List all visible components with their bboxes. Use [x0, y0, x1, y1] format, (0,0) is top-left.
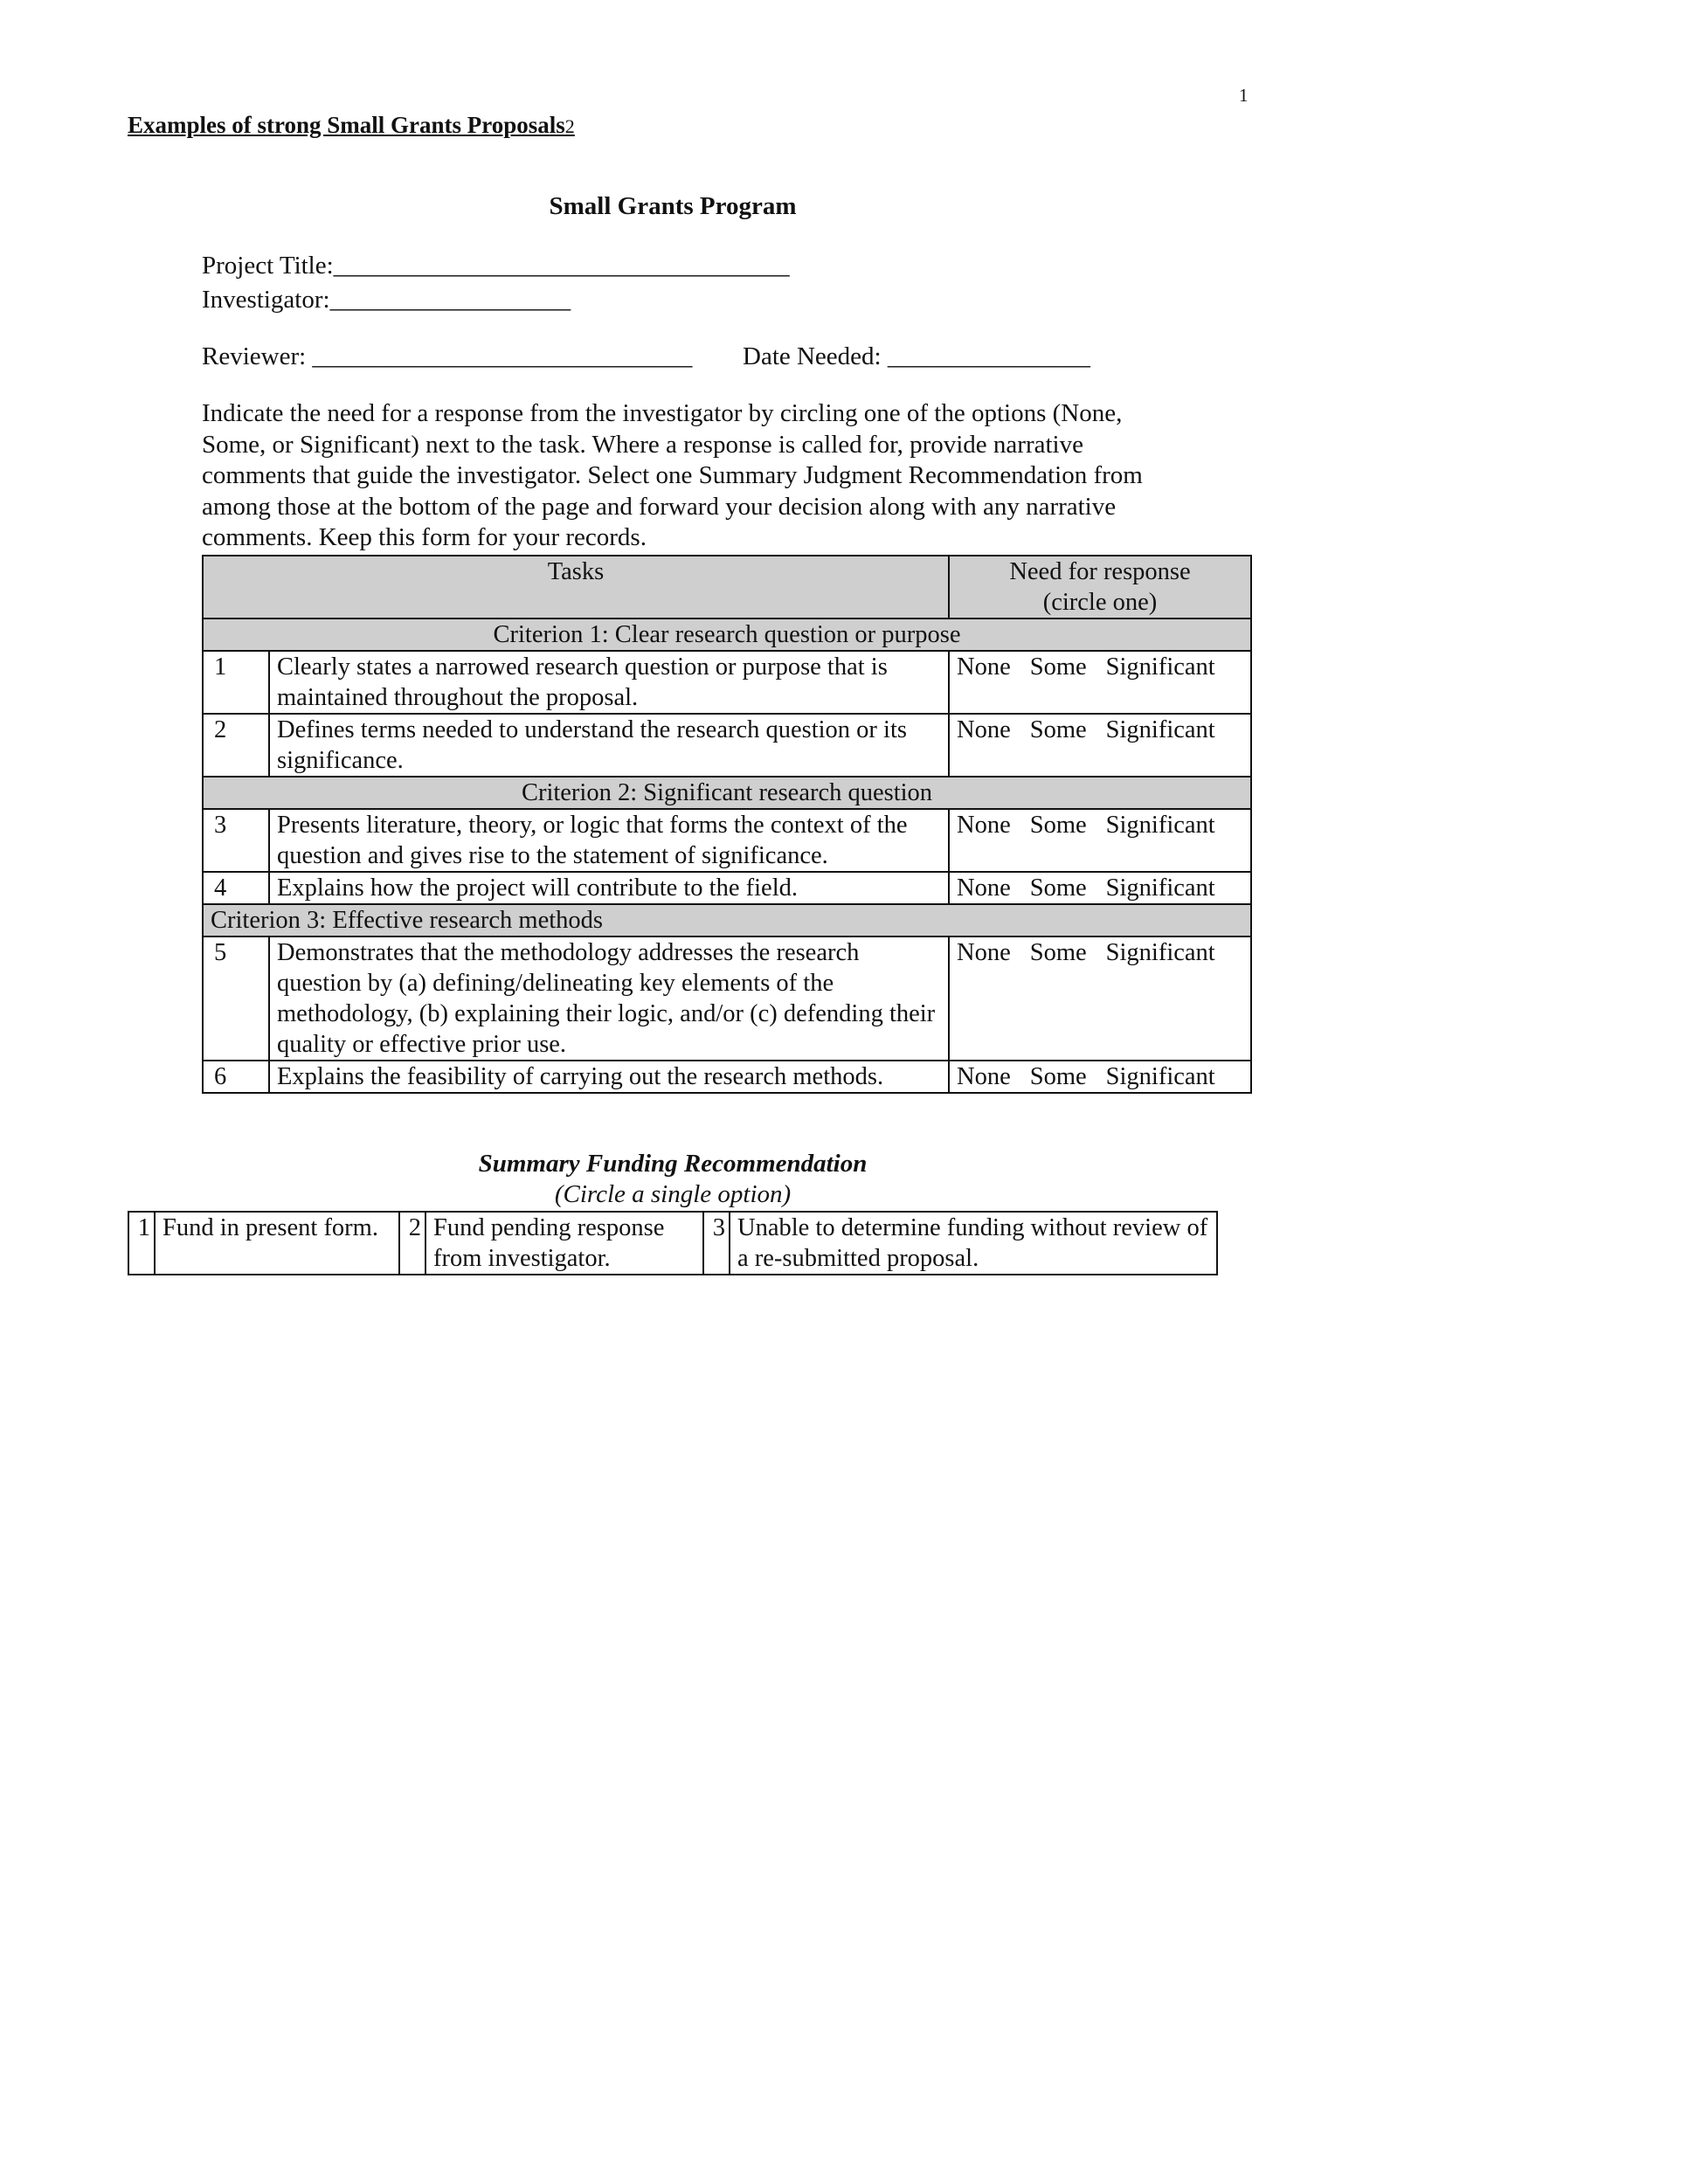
- header-title: Examples of strong Small Grants Proposals: [128, 112, 565, 138]
- summary-option-number: 3: [703, 1212, 730, 1275]
- criterion-row: [203, 904, 1251, 936]
- response-options: [949, 714, 1251, 777]
- project-title-field[interactable]: Project Title:____________________________________: [202, 252, 790, 280]
- option-significant[interactable]: Significant: [1105, 716, 1215, 743]
- summary-table: [128, 1211, 1218, 1275]
- criterion-title: Criterion 1: Clear research question or purpose: [203, 619, 1251, 651]
- task-row: [203, 1061, 1251, 1093]
- response-options: [949, 1061, 1251, 1093]
- investigator-field[interactable]: Investigator:___________________: [202, 286, 571, 314]
- summary-option-resubmit[interactable]: Unable to determine funding without review of a re-submitted proposal.: [730, 1212, 1217, 1275]
- option-none[interactable]: None: [957, 812, 1011, 839]
- summary-subtitle: (Circle a single option): [554, 1180, 792, 1208]
- summary-option-number: 2: [399, 1212, 425, 1275]
- option-some[interactable]: Some: [1029, 716, 1087, 743]
- option-some[interactable]: Some: [1029, 874, 1087, 902]
- table-header-row: [203, 556, 1251, 619]
- task-number: 6: [203, 1061, 269, 1093]
- response-options: [949, 651, 1251, 714]
- task-row: [203, 872, 1251, 904]
- task-row: [203, 936, 1251, 1061]
- tasks-table: [202, 555, 1252, 1094]
- date-needed-field[interactable]: Date Needed: ________________: [743, 342, 1090, 370]
- response-options: [949, 809, 1251, 872]
- option-none[interactable]: None: [957, 716, 1011, 743]
- task-number: 2: [203, 714, 269, 777]
- option-some[interactable]: Some: [1029, 939, 1087, 966]
- criterion-row: [203, 619, 1251, 651]
- document-header: [128, 112, 575, 139]
- response-options: [949, 872, 1251, 904]
- criterion-title: Criterion 3: Effective research methods: [203, 904, 1251, 936]
- option-some[interactable]: Some: [1029, 1063, 1087, 1090]
- task-text: Demonstrates that the methodology addresses the research question by (a) defining/delineating key elements of the methodology, (b) explaining their logic, and/or (c) defending their quality or effective prior use.: [269, 936, 949, 1061]
- summary-option-number: 1: [128, 1212, 155, 1275]
- task-number: 4: [203, 872, 269, 904]
- option-none[interactable]: None: [957, 653, 1011, 681]
- option-significant[interactable]: Significant: [1105, 653, 1215, 681]
- summary-title: Summary Funding Recommendation: [478, 1150, 868, 1178]
- form-title: Small Grants Program: [549, 192, 797, 220]
- task-row: [203, 809, 1251, 872]
- option-significant[interactable]: Significant: [1105, 874, 1215, 902]
- instructions: Indicate the need for a response from the investigator by circling one of the options (None, Some, or Significant) next to the task. Where a response is called for, provide narrative comments that guide the investigator. Select one Summary Judgment Recommendation from among those at the bottom of the page and forward your decision along with any narrative comments. Keep this form for your records.: [202, 399, 1143, 551]
- criterion-title: Criterion 2: Significant research question: [203, 777, 1251, 809]
- tasks-header: Tasks: [203, 556, 949, 619]
- task-text: Presents literature, theory, or logic that forms the context of the question and gives rise to the statement of significance.: [269, 809, 949, 872]
- option-some[interactable]: Some: [1029, 653, 1087, 681]
- task-text: Defines terms needed to understand the research question or its significance.: [269, 714, 949, 777]
- task-text: Clearly states a narrowed research question or purpose that is maintained throughout the proposal.: [269, 651, 949, 714]
- header-superscript: 2: [564, 115, 575, 137]
- option-none[interactable]: None: [957, 874, 1011, 902]
- task-row: [203, 651, 1251, 714]
- response-header: Need for response (circle one): [949, 556, 1251, 619]
- response-options: [949, 936, 1251, 1061]
- option-significant[interactable]: Significant: [1105, 812, 1215, 839]
- task-number: 1: [203, 651, 269, 714]
- task-text: Explains the feasibility of carrying out the research methods.: [269, 1061, 949, 1093]
- task-row: [203, 714, 1251, 777]
- option-none[interactable]: None: [957, 1063, 1011, 1090]
- option-significant[interactable]: Significant: [1105, 1063, 1215, 1090]
- task-number: 3: [203, 809, 269, 872]
- task-number: 5: [203, 936, 269, 1061]
- summary-option-fund-present[interactable]: Fund in present form.: [155, 1212, 399, 1275]
- option-none[interactable]: None: [957, 939, 1011, 966]
- summary-option-fund-pending[interactable]: Fund pending response from investigator.: [425, 1212, 703, 1275]
- page-number: 1: [1239, 85, 1249, 106]
- task-text: Explains how the project will contribute to the field.: [269, 872, 949, 904]
- reviewer-field[interactable]: Reviewer: ______________________________: [202, 342, 693, 370]
- summary-row: [128, 1212, 1217, 1275]
- option-some[interactable]: Some: [1029, 812, 1087, 839]
- criterion-row: [203, 777, 1251, 809]
- option-significant[interactable]: Significant: [1105, 939, 1215, 966]
